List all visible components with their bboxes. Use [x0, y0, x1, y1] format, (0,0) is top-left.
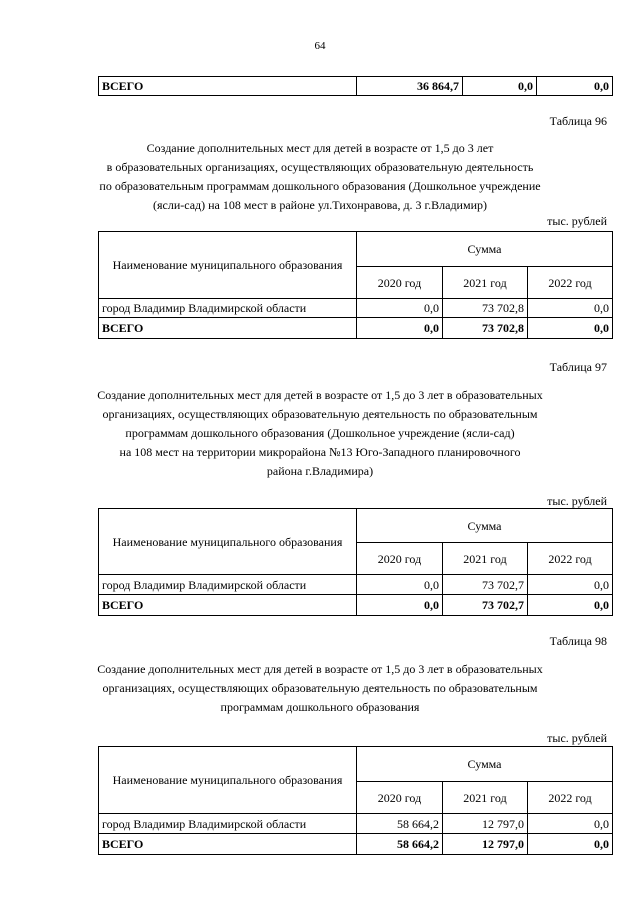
total-2021: 73 702,7	[443, 595, 528, 616]
heading-line: организациях, осуществляющих образовательную деятельность по образовательным	[102, 407, 538, 421]
table-number-label: Таблица 96	[549, 114, 607, 128]
total-label: ВСЕГО	[99, 318, 357, 339]
row-2020: 0,0	[357, 575, 443, 595]
heading-line: на 108 мест на территории микрорайона №13 Юго-Западного планировочного	[119, 445, 521, 459]
col-header-year: 2022 год	[528, 543, 613, 575]
unit-label: тыс. рублей	[547, 731, 607, 745]
budget-table	[98, 746, 613, 855]
heading-line: по образовательным программам дошкольного образования (Дошкольное учреждение	[99, 179, 541, 193]
total-2022: 0,0	[528, 318, 613, 339]
row-2021: 73 702,8	[443, 299, 528, 318]
col-header-year: 2022 год	[528, 782, 613, 814]
heading-line: организациях, осуществляющих образовательную деятельность по образовательным	[102, 681, 538, 695]
heading-line: в образовательных организациях, осуществляющих образовательную деятельность	[106, 160, 534, 174]
col-header-year: 2020 год	[357, 267, 443, 299]
col-header-year: 2020 год	[357, 543, 443, 575]
total-2020: 58 664,2	[357, 834, 443, 855]
total-2020: 36 864,7	[357, 77, 463, 96]
heading-line: программам дошкольного образования (Дошкольное учреждение (ясли-сад)	[125, 426, 515, 440]
total-2021: 73 702,8	[443, 318, 528, 339]
total-2020: 0,0	[357, 595, 443, 616]
row-2020: 0,0	[357, 299, 443, 318]
total-2022: 0,0	[528, 834, 613, 855]
table-heading	[60, 139, 580, 215]
total-2021: 12 797,0	[443, 834, 528, 855]
col-header-year: 2021 год	[443, 267, 528, 299]
row-name: город Владимир Владимирской области	[99, 575, 357, 595]
table-heading	[60, 660, 580, 717]
heading-line: Создание дополнительных мест для детей в возрасте от 1,5 до 3 лет	[146, 141, 494, 155]
table-row	[99, 814, 613, 834]
row-2022: 0,0	[528, 814, 613, 834]
row-name: город Владимир Владимирской области	[99, 814, 357, 834]
col-header-sum: Сумма	[357, 509, 613, 543]
total-label: ВСЕГО	[99, 77, 357, 96]
col-header-year: 2020 год	[357, 782, 443, 814]
table-heading	[60, 386, 580, 481]
heading-line: программам дошкольного образования	[220, 700, 420, 714]
row-2021: 12 797,0	[443, 814, 528, 834]
total-2022: 0,0	[537, 77, 613, 96]
col-header-year: 2022 год	[528, 267, 613, 299]
page-number: 64	[314, 40, 326, 52]
row-2021: 73 702,7	[443, 575, 528, 595]
col-header-name: Наименование муниципального образования	[99, 509, 357, 575]
col-header-name: Наименование муниципального образования	[99, 232, 357, 299]
total-row	[99, 318, 613, 339]
total-row	[99, 834, 613, 855]
unit-label: тыс. рублей	[547, 214, 607, 228]
table-number-label: Таблица 98	[549, 634, 607, 648]
total-2020: 0,0	[357, 318, 443, 339]
total-label: ВСЕГО	[99, 834, 357, 855]
table-row	[99, 299, 613, 318]
table-row	[99, 575, 613, 595]
row-2020: 58 664,2	[357, 814, 443, 834]
heading-line: Создание дополнительных мест для детей в возрасте от 1,5 до 3 лет в образовательных	[97, 388, 543, 402]
budget-table	[98, 508, 613, 616]
budget-table	[98, 231, 613, 339]
total-row	[99, 595, 613, 616]
unit-label: тыс. рублей	[547, 494, 607, 508]
top-total-table	[98, 76, 613, 96]
col-header-name: Наименование муниципального образования	[99, 747, 357, 814]
total-2022: 0,0	[528, 595, 613, 616]
col-header-year: 2021 год	[443, 543, 528, 575]
table-number-label: Таблица 97	[549, 360, 607, 374]
row-name: город Владимир Владимирской области	[99, 299, 357, 318]
row-2022: 0,0	[528, 299, 613, 318]
col-header-year: 2021 год	[443, 782, 528, 814]
col-header-sum: Сумма	[357, 232, 613, 267]
col-header-sum: Сумма	[357, 747, 613, 782]
total-2021: 0,0	[463, 77, 537, 96]
heading-line: района г.Владимира)	[266, 464, 374, 478]
heading-line: Создание дополнительных мест для детей в возрасте от 1,5 до 3 лет в образовательных	[97, 662, 543, 676]
row-2022: 0,0	[528, 575, 613, 595]
heading-line: (ясли-сад) на 108 мест в районе ул.Тихонравова, д. 3 г.Владимир)	[152, 198, 487, 212]
total-label: ВСЕГО	[99, 595, 357, 616]
